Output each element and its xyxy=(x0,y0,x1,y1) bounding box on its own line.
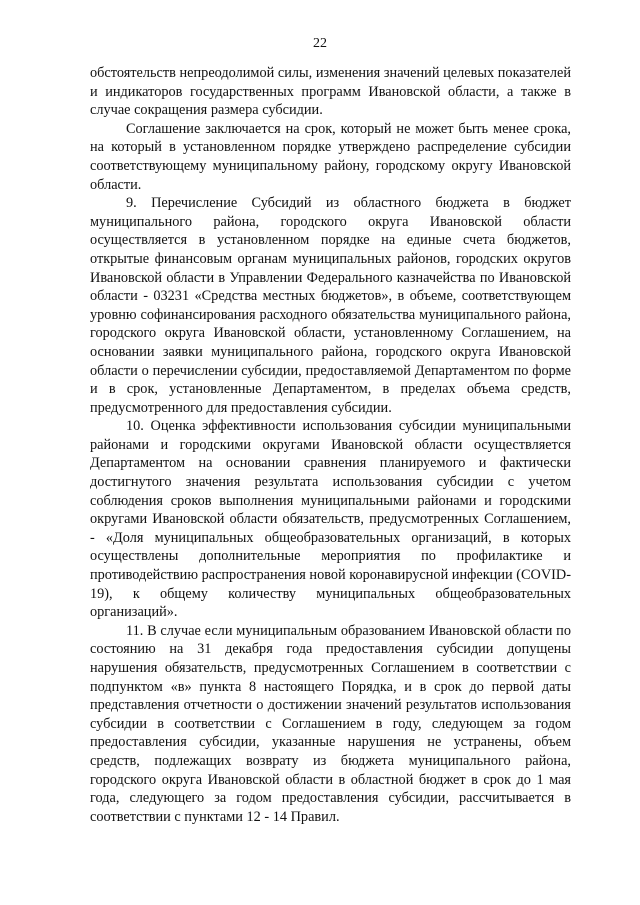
paragraph-item-9: 9. Перечисление Субсидий из областного бюджета в бюджет муниципального района, городского округа Ивановской области осуществляется в установленном порядке на единые счета бюджетов, открытые финансовым органам муниципальных районов, городских округов Ивановской области в Управлении Федерального казначейства по Ивановской области - 03231 «Средства местных бюджетов», в объеме, соответствующем уровню софинансирования расходного обязательства муниципального района, городского округа Ивановской области, установленному Соглашением, на основании заявки муниципального района, городского округа Ивановской области о перечислении субсидии, предоставляемой Департаментом по форме и в срок, установленные Департаментом, в пределах объема средств, предусмотренного для предоставления субсидии. xyxy=(90,195,571,416)
document-body xyxy=(90,64,571,826)
paragraph-agreement-term: Соглашение заключается на срок, который не может быть менее срока, на который в установленном порядке утверждено распределение субсидии соответствующему муниципальному району, городскому округу Ивановской области. xyxy=(90,120,571,193)
page-number: 22 xyxy=(313,36,327,51)
paragraph-item-11: 11. В случае если муниципальным образованием Ивановской области по состоянию на 31 декабря года предоставления субсидии допущены нарушения обязательств, предусмотренных Соглашением в соответствии с подпунктом «в» пункта 8 настоящего Порядка, и в срок до первой даты представления отчетности о достижении значений результатов использования субсидии в соответствии с Соглашением в году, следующем за годом предоставления субсидии, указанные нарушения не устранены, объем средств, подлежащих возврату из бюджета муниципального района, городского округа Ивановской области в областной бюджет в срок до 1 мая года, следующего за годом предоставления субсидии, рассчитывается в соответствии с пунктами 12 - 14 Правил. xyxy=(90,622,571,825)
paragraph-continuation: обстоятельств непреодолимой силы, изменения значений целевых показателей и индикаторов государственных программ Ивановской области, а также в случае сокращения размера субсидии. xyxy=(90,65,571,119)
paragraph-item-10: 10. Оценка эффективности использования субсидии муниципальными районами и городскими округами Ивановской области осуществляется Департаментом на основании сравнения планируемого и фактически достигнутого значения результата использования субсидии с учетом соблюдения сроков выполнения муниципальными районами и городскими округами Ивановской области обязательств, предусмотренных Соглашением, - «Доля муниципальных общеобразовательных организаций, в которых осуществлены дополнительные мероприятия по профилактике и противодействию распространения новой коронавирусной инфекции (COVID-19), к общему количеству муниципальных общеобразовательных организаций». xyxy=(90,418,571,621)
